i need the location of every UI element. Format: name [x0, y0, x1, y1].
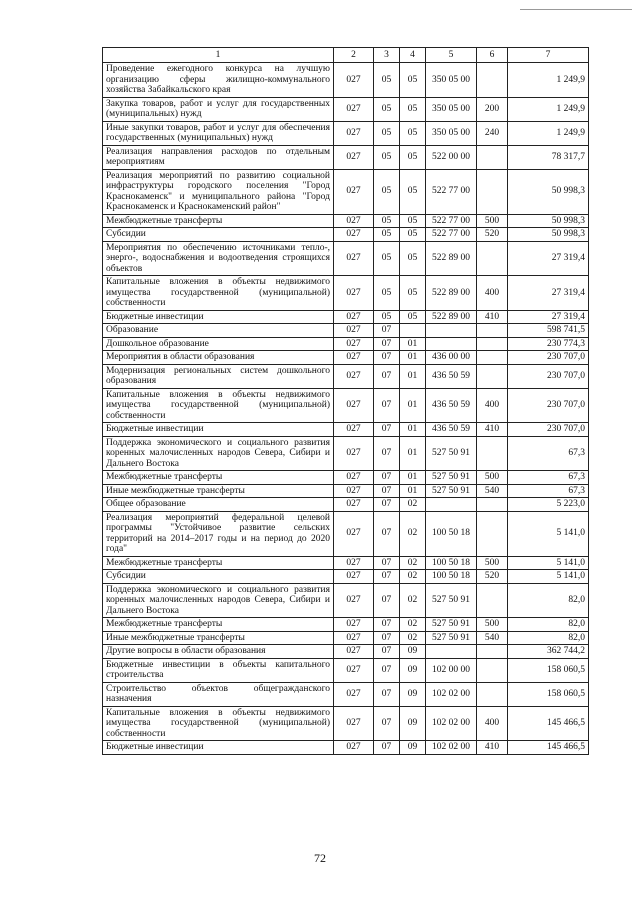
- cell-ministry: 027: [334, 682, 374, 706]
- cell-amount: 27 319,4: [508, 310, 589, 324]
- cell-section: 07: [374, 556, 400, 570]
- cell-subsection: 09: [400, 706, 426, 741]
- cell-ministry: 027: [334, 241, 374, 276]
- cell-target-article: 522 77 00: [426, 169, 477, 214]
- cell-section: 07: [374, 337, 400, 351]
- cell-name: Бюджетные инвестиции: [103, 423, 334, 437]
- cell-section: 07: [374, 511, 400, 556]
- cell-target-article: 350 05 00: [426, 121, 477, 145]
- cell-name: Проведение ежегодного конкурса на лучшую организацию сферы жилищно-коммунального хозяйства Забайкальского края: [103, 63, 334, 98]
- cell-expense-type: 500: [477, 471, 508, 485]
- cell-expense-type: 410: [477, 741, 508, 755]
- cell-target-article: 436 00 00: [426, 351, 477, 365]
- cell-expense-type: 540: [477, 484, 508, 498]
- cell-section: 05: [374, 63, 400, 98]
- cell-target-article: 527 50 91: [426, 484, 477, 498]
- page-number: 72: [314, 851, 326, 865]
- budget-table: [102, 47, 589, 755]
- cell-amount: 230 707,0: [508, 351, 589, 365]
- cell-ministry: 027: [334, 121, 374, 145]
- cell-ministry: 027: [334, 351, 374, 365]
- cell-target-article: 436 50 59: [426, 364, 477, 388]
- cell-ministry: 027: [334, 97, 374, 121]
- cell-ministry: 027: [334, 631, 374, 645]
- cell-target-article: 522 89 00: [426, 310, 477, 324]
- cell-ministry: 027: [334, 741, 374, 755]
- cell-amount: 82,0: [508, 618, 589, 632]
- cell-target-article: 522 00 00: [426, 145, 477, 169]
- table-row: [103, 658, 589, 682]
- cell-section: 05: [374, 169, 400, 214]
- cell-amount: 5 141,0: [508, 511, 589, 556]
- cell-subsection: 01: [400, 388, 426, 423]
- cell-ministry: 027: [334, 706, 374, 741]
- cell-ministry: 027: [334, 618, 374, 632]
- cell-section: 07: [374, 471, 400, 485]
- cell-expense-type: [477, 583, 508, 618]
- cell-amount: 50 998,3: [508, 228, 589, 242]
- cell-section: 07: [374, 351, 400, 365]
- cell-section: 07: [374, 388, 400, 423]
- cell-subsection: 02: [400, 631, 426, 645]
- header-cell-expense-type: 6: [477, 48, 508, 63]
- cell-amount: 67,3: [508, 484, 589, 498]
- cell-subsection: 05: [400, 276, 426, 311]
- table-row: [103, 276, 589, 311]
- header-cell-ministry: 2: [334, 48, 374, 63]
- cell-target-article: 527 50 91: [426, 471, 477, 485]
- cell-amount: 145 466,5: [508, 741, 589, 755]
- cell-target-article: 102 00 00: [426, 658, 477, 682]
- cell-target-article: [426, 645, 477, 659]
- table-row: [103, 682, 589, 706]
- cell-expense-type: [477, 658, 508, 682]
- cell-section: 07: [374, 498, 400, 512]
- cell-subsection: 05: [400, 241, 426, 276]
- cell-amount: 50 998,3: [508, 214, 589, 228]
- cell-name: Иные межбюджетные трансферты: [103, 484, 334, 498]
- table-row: [103, 169, 589, 214]
- cell-target-article: 102 02 00: [426, 706, 477, 741]
- cell-target-article: 522 89 00: [426, 276, 477, 311]
- cell-ministry: 027: [334, 324, 374, 338]
- top-border-line: [520, 9, 632, 10]
- cell-name: Поддержка экономического и социального развития коренных малочисленных народов Севера, Сибири и Дальнего Востока: [103, 436, 334, 471]
- table-row: [103, 570, 589, 584]
- table-row: [103, 63, 589, 98]
- cell-section: 05: [374, 241, 400, 276]
- table-header-row: [103, 48, 589, 63]
- cell-subsection: 02: [400, 498, 426, 512]
- cell-subsection: 02: [400, 570, 426, 584]
- cell-expense-type: [477, 63, 508, 98]
- cell-name: Поддержка экономического и социального развития коренных малочисленных народов Севера, Сибири и Дальнего Востока: [103, 583, 334, 618]
- cell-name: Иные межбюджетные трансферты: [103, 631, 334, 645]
- cell-target-article: 436 50 59: [426, 388, 477, 423]
- table-row: [103, 310, 589, 324]
- cell-name: Капитальные вложения в объекты недвижимого имущества государственной (муниципальной) собственности: [103, 276, 334, 311]
- cell-name: Субсидии: [103, 228, 334, 242]
- cell-subsection: 01: [400, 436, 426, 471]
- cell-amount: 5 141,0: [508, 556, 589, 570]
- table-row: [103, 556, 589, 570]
- cell-name: Дошкольное образование: [103, 337, 334, 351]
- cell-amount: 230 774,3: [508, 337, 589, 351]
- cell-ministry: 027: [334, 169, 374, 214]
- table-row: [103, 471, 589, 485]
- cell-ministry: 027: [334, 570, 374, 584]
- cell-name: Межбюджетные трансферты: [103, 556, 334, 570]
- cell-subsection: 09: [400, 682, 426, 706]
- cell-subsection: 02: [400, 511, 426, 556]
- cell-section: 05: [374, 145, 400, 169]
- cell-expense-type: [477, 436, 508, 471]
- cell-name: Капитальные вложения в объекты недвижимого имущества государственной (муниципальной) собственности: [103, 706, 334, 741]
- cell-amount: 362 744,2: [508, 645, 589, 659]
- cell-expense-type: 240: [477, 121, 508, 145]
- cell-subsection: 02: [400, 583, 426, 618]
- cell-expense-type: [477, 351, 508, 365]
- cell-name: Реализация мероприятий по развитию социальной инфраструктуры городского поселения "Город Краснокаменск" и муниципального района "Город Краснокаменск и Краснокаменский район": [103, 169, 334, 214]
- cell-target-article: 522 77 00: [426, 228, 477, 242]
- cell-ministry: 027: [334, 214, 374, 228]
- cell-amount: 67,3: [508, 471, 589, 485]
- cell-section: 07: [374, 658, 400, 682]
- cell-amount: 82,0: [508, 583, 589, 618]
- cell-target-article: 436 50 59: [426, 423, 477, 437]
- cell-ministry: 027: [334, 436, 374, 471]
- cell-ministry: 027: [334, 337, 374, 351]
- cell-expense-type: 500: [477, 618, 508, 632]
- table-row: [103, 324, 589, 338]
- cell-ministry: 027: [334, 498, 374, 512]
- cell-subsection: 09: [400, 658, 426, 682]
- cell-amount: 67,3: [508, 436, 589, 471]
- cell-expense-type: [477, 364, 508, 388]
- table-row: [103, 97, 589, 121]
- cell-ministry: 027: [334, 364, 374, 388]
- cell-expense-type: [477, 169, 508, 214]
- cell-expense-type: [477, 337, 508, 351]
- header-cell-name: 1: [103, 48, 334, 63]
- cell-target-article: 527 50 91: [426, 631, 477, 645]
- cell-name: Модернизация региональных систем дошкольного образования: [103, 364, 334, 388]
- cell-name: Общее образование: [103, 498, 334, 512]
- cell-section: 07: [374, 436, 400, 471]
- cell-section: 07: [374, 423, 400, 437]
- cell-amount: 1 249,9: [508, 63, 589, 98]
- cell-target-article: [426, 337, 477, 351]
- header-cell-amount: 7: [508, 48, 589, 63]
- cell-expense-type: [477, 498, 508, 512]
- cell-subsection: 05: [400, 169, 426, 214]
- cell-name: Капитальные вложения в объекты недвижимого имущества государственной (муниципальной) собственности: [103, 388, 334, 423]
- cell-amount: 230 707,0: [508, 388, 589, 423]
- cell-name: Реализация направления расходов по отдельным мероприятиям: [103, 145, 334, 169]
- table-row: [103, 214, 589, 228]
- cell-ministry: 027: [334, 145, 374, 169]
- cell-subsection: [400, 324, 426, 338]
- cell-name: Мероприятия в области образования: [103, 351, 334, 365]
- cell-section: 07: [374, 484, 400, 498]
- cell-subsection: 05: [400, 310, 426, 324]
- table-row: [103, 618, 589, 632]
- cell-expense-type: 410: [477, 423, 508, 437]
- table-row: [103, 631, 589, 645]
- cell-subsection: 09: [400, 741, 426, 755]
- cell-name: Иные закупки товаров, работ и услуг для обеспечения государственных (муниципальных) нужд: [103, 121, 334, 145]
- table-row: [103, 241, 589, 276]
- cell-expense-type: [477, 145, 508, 169]
- table-row: [103, 583, 589, 618]
- cell-expense-type: 500: [477, 556, 508, 570]
- cell-name: Бюджетные инвестиции: [103, 741, 334, 755]
- cell-amount: 230 707,0: [508, 423, 589, 437]
- cell-amount: 1 249,9: [508, 121, 589, 145]
- cell-section: 07: [374, 631, 400, 645]
- table-body: [103, 63, 589, 755]
- cell-section: 07: [374, 364, 400, 388]
- cell-amount: 598 741,5: [508, 324, 589, 338]
- cell-ministry: 027: [334, 388, 374, 423]
- cell-name: Субсидии: [103, 570, 334, 584]
- cell-expense-type: 500: [477, 214, 508, 228]
- cell-amount: 78 317,7: [508, 145, 589, 169]
- table-row: [103, 484, 589, 498]
- cell-subsection: 05: [400, 145, 426, 169]
- cell-target-article: 102 02 00: [426, 682, 477, 706]
- cell-ministry: 027: [334, 276, 374, 311]
- table-row: [103, 423, 589, 437]
- cell-ministry: 027: [334, 423, 374, 437]
- cell-section: 07: [374, 645, 400, 659]
- cell-amount: 5 223,0: [508, 498, 589, 512]
- cell-subsection: 01: [400, 423, 426, 437]
- cell-amount: 82,0: [508, 631, 589, 645]
- table-row: [103, 706, 589, 741]
- table-row: [103, 388, 589, 423]
- cell-section: 05: [374, 228, 400, 242]
- cell-expense-type: [477, 324, 508, 338]
- cell-expense-type: [477, 511, 508, 556]
- cell-section: 07: [374, 618, 400, 632]
- cell-expense-type: [477, 682, 508, 706]
- table-row: [103, 121, 589, 145]
- cell-section: 07: [374, 682, 400, 706]
- cell-name: Бюджетные инвестиции в объекты капитального строительства: [103, 658, 334, 682]
- table-row: [103, 145, 589, 169]
- cell-amount: 27 319,4: [508, 241, 589, 276]
- cell-target-article: 100 50 18: [426, 556, 477, 570]
- cell-ministry: 027: [334, 583, 374, 618]
- cell-subsection: 02: [400, 618, 426, 632]
- cell-ministry: 027: [334, 658, 374, 682]
- cell-expense-type: 400: [477, 706, 508, 741]
- cell-subsection: 01: [400, 337, 426, 351]
- cell-name: Реализация мероприятий федеральной целевой программы "Устойчивое развитие сельских территорий на 2014–2017 годы и на период до 2020 года": [103, 511, 334, 556]
- cell-section: 05: [374, 97, 400, 121]
- cell-section: 05: [374, 121, 400, 145]
- cell-section: 07: [374, 706, 400, 741]
- cell-subsection: 02: [400, 556, 426, 570]
- cell-target-article: 102 02 00: [426, 741, 477, 755]
- cell-section: 07: [374, 741, 400, 755]
- header-cell-target-article: 5: [426, 48, 477, 63]
- cell-section: 07: [374, 324, 400, 338]
- table-row: [103, 351, 589, 365]
- cell-section: 05: [374, 214, 400, 228]
- cell-target-article: 100 50 18: [426, 570, 477, 584]
- table-row: [103, 645, 589, 659]
- cell-subsection: 01: [400, 351, 426, 365]
- cell-target-article: 350 05 00: [426, 97, 477, 121]
- table-row: [103, 337, 589, 351]
- cell-target-article: 522 77 00: [426, 214, 477, 228]
- header-cell-section: 3: [374, 48, 400, 63]
- table-row: [103, 741, 589, 755]
- cell-subsection: 09: [400, 645, 426, 659]
- cell-name: Межбюджетные трансферты: [103, 471, 334, 485]
- cell-section: 07: [374, 570, 400, 584]
- cell-section: 05: [374, 310, 400, 324]
- cell-expense-type: [477, 645, 508, 659]
- cell-section: 05: [374, 276, 400, 311]
- table-row: [103, 436, 589, 471]
- cell-target-article: [426, 324, 477, 338]
- cell-amount: 27 319,4: [508, 276, 589, 311]
- cell-expense-type: 520: [477, 570, 508, 584]
- cell-subsection: 01: [400, 471, 426, 485]
- cell-name: Мероприятия по обеспечению источниками тепло-, энерго-, водоснабжения и водоотведения строящихся объектов: [103, 241, 334, 276]
- cell-expense-type: 200: [477, 97, 508, 121]
- cell-name: Другие вопросы в области образования: [103, 645, 334, 659]
- cell-expense-type: 520: [477, 228, 508, 242]
- cell-subsection: 01: [400, 364, 426, 388]
- cell-name: Бюджетные инвестиции: [103, 310, 334, 324]
- cell-amount: 145 466,5: [508, 706, 589, 741]
- table-row: [103, 228, 589, 242]
- cell-subsection: 05: [400, 214, 426, 228]
- cell-expense-type: [477, 241, 508, 276]
- cell-name: Закупка товаров, работ и услуг для государственных (муниципальных) нужд: [103, 97, 334, 121]
- cell-target-article: 350 05 00: [426, 63, 477, 98]
- cell-subsection: 01: [400, 484, 426, 498]
- cell-amount: 1 249,9: [508, 97, 589, 121]
- cell-target-article: 522 89 00: [426, 241, 477, 276]
- cell-target-article: [426, 498, 477, 512]
- table-row: [103, 511, 589, 556]
- cell-ministry: 027: [334, 511, 374, 556]
- cell-target-article: 100 50 18: [426, 511, 477, 556]
- cell-expense-type: 540: [477, 631, 508, 645]
- cell-ministry: 027: [334, 310, 374, 324]
- cell-target-article: 527 50 91: [426, 618, 477, 632]
- cell-ministry: 027: [334, 556, 374, 570]
- cell-amount: 5 141,0: [508, 570, 589, 584]
- cell-ministry: 027: [334, 645, 374, 659]
- cell-target-article: 527 50 91: [426, 583, 477, 618]
- cell-section: 07: [374, 583, 400, 618]
- cell-ministry: 027: [334, 63, 374, 98]
- cell-ministry: 027: [334, 228, 374, 242]
- cell-ministry: 027: [334, 484, 374, 498]
- cell-expense-type: 400: [477, 276, 508, 311]
- cell-subsection: 05: [400, 121, 426, 145]
- cell-subsection: 05: [400, 97, 426, 121]
- cell-amount: 158 060,5: [508, 682, 589, 706]
- cell-expense-type: 410: [477, 310, 508, 324]
- table-row: [103, 364, 589, 388]
- cell-amount: 50 998,3: [508, 169, 589, 214]
- cell-amount: 158 060,5: [508, 658, 589, 682]
- header-cell-subsection: 4: [400, 48, 426, 63]
- table-row: [103, 498, 589, 512]
- cell-subsection: 05: [400, 228, 426, 242]
- cell-subsection: 05: [400, 63, 426, 98]
- cell-expense-type: 400: [477, 388, 508, 423]
- cell-target-article: 527 50 91: [426, 436, 477, 471]
- cell-name: Межбюджетные трансферты: [103, 618, 334, 632]
- cell-name: Строительство объектов общегражданского назначения: [103, 682, 334, 706]
- cell-amount: 230 707,0: [508, 364, 589, 388]
- cell-name: Межбюджетные трансферты: [103, 214, 334, 228]
- cell-name: Образование: [103, 324, 334, 338]
- cell-ministry: 027: [334, 471, 374, 485]
